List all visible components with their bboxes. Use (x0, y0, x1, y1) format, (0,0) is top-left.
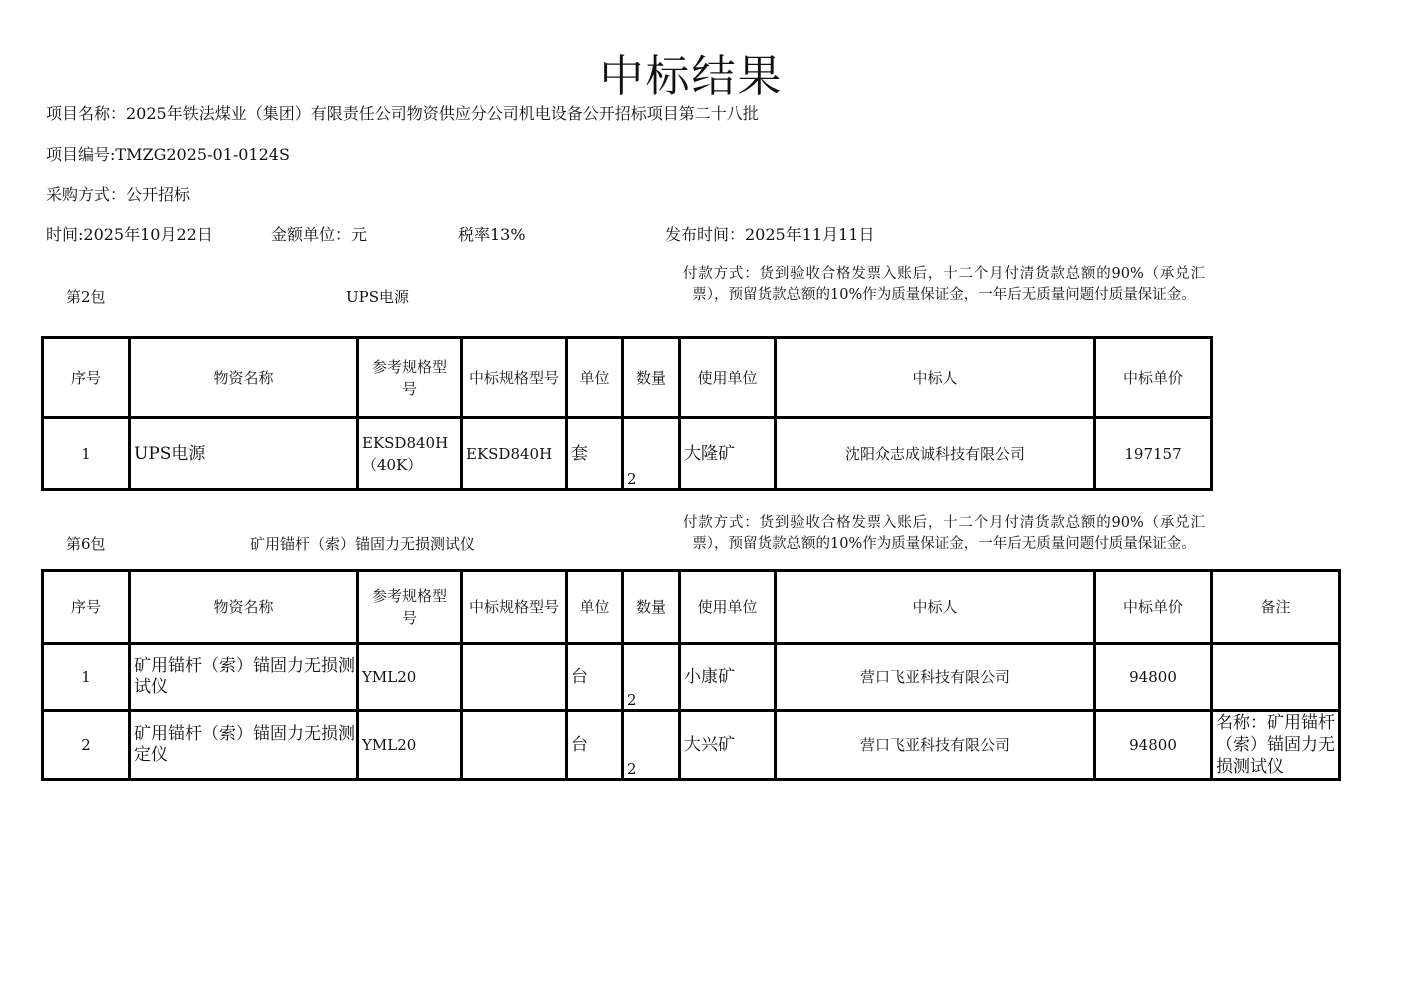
material-name: UPS电源 (130, 418, 358, 490)
unit-price: 197157 (1095, 418, 1212, 490)
header-cell: 中标人 (776, 338, 1095, 418)
package-label: 第6包 (66, 535, 106, 553)
table-header-row (43, 338, 1212, 418)
header-cell: 单位 (567, 338, 623, 418)
quantity: 2 (623, 418, 680, 490)
user-unit: 大兴矿 (680, 711, 776, 780)
header-cell: 中标单价 (1095, 338, 1212, 418)
row-number: 1 (43, 644, 130, 711)
winner: 沈阳众志成诚科技有限公司 (776, 418, 1095, 490)
header-cell: 参考规格型号 (358, 571, 462, 644)
project-name: 项目名称：2025年铁法煤业（集团）有限责任公司物资供应分公司机电设备公开招标项目第二十八批 (46, 104, 759, 123)
package-label: 第2包 (66, 288, 106, 306)
remark (1212, 644, 1340, 711)
date: 时间:2025年10月22日 (46, 225, 213, 244)
project-code: 项目编号:TMZG2025-01-0124S (46, 145, 290, 164)
package-name: UPS电源 (346, 288, 410, 306)
header-cell: 使用单位 (680, 571, 776, 644)
winner: 营口飞亚科技有限公司 (776, 644, 1095, 711)
currency-unit: 金额单位：元 (271, 225, 368, 244)
header-cell: 序号 (43, 338, 130, 418)
bid-spec: EKSD840H (462, 418, 567, 490)
material-name: 矿用锚杆（索）锚固力无损测试仪 (130, 644, 358, 711)
table-header-row (43, 571, 1340, 644)
header-cell: 物资名称 (130, 338, 358, 418)
table-row (43, 644, 1340, 711)
header-cell: 中标规格型号 (462, 571, 567, 644)
winner: 营口飞亚科技有限公司 (776, 711, 1095, 780)
ref-spec: EKSD840H（40K） (358, 418, 462, 490)
table-row (43, 418, 1212, 490)
header-cell: 参考规格型号 (358, 338, 462, 418)
package-table (41, 569, 1341, 781)
purchase-method: 采购方式：公开招标 (46, 185, 191, 204)
remark: 名称：矿用锚杆（索）锚固力无损测试仪 (1212, 711, 1340, 780)
header-cell: 物资名称 (130, 571, 358, 644)
unit-price: 94800 (1095, 644, 1212, 711)
header-cell: 数量 (623, 571, 680, 644)
header-cell: 中标规格型号 (462, 338, 567, 418)
package-table (41, 336, 1213, 491)
tax-rate: 税率13% (458, 225, 526, 244)
ref-spec: YML20 (358, 711, 462, 780)
bid-spec (462, 711, 567, 780)
header-cell: 数量 (623, 338, 680, 418)
table-row (43, 711, 1340, 780)
user-unit: 大隆矿 (680, 418, 776, 490)
unit: 套 (567, 418, 623, 490)
package-name: 矿用锚杆（索）锚固力无损测试仪 (250, 535, 476, 553)
payment-terms: 付款方式：货到验收合格发票入账后，十二个月付清货款总额的90%（承兑汇票），预留货款总额的10%作为质量保证金，一年后无质量问题付质量保证金。 (683, 266, 1205, 303)
page-title: 中标结果 (599, 51, 784, 102)
material-name: 矿用锚杆（索）锚固力无损测定仪 (130, 711, 358, 780)
publish-time: 发布时间：2025年11月11日 (665, 225, 875, 244)
quantity: 2 (623, 711, 680, 780)
bid-spec (462, 644, 567, 711)
user-unit: 小康矿 (680, 644, 776, 711)
header-cell: 中标单价 (1095, 571, 1212, 644)
header-cell: 序号 (43, 571, 130, 644)
header-cell: 中标人 (776, 571, 1095, 644)
ref-spec: YML20 (358, 644, 462, 711)
payment-terms: 付款方式：货到验收合格发票入账后，十二个月付清货款总额的90%（承兑汇票），预留货款总额的10%作为质量保证金，一年后无质量问题付质量保证金。 (683, 515, 1205, 552)
quantity: 2 (623, 644, 680, 711)
unit: 台 (567, 644, 623, 711)
unit: 台 (567, 711, 623, 780)
header-cell: 备注 (1212, 571, 1340, 644)
row-number: 2 (43, 711, 130, 780)
header-cell: 单位 (567, 571, 623, 644)
unit-price: 94800 (1095, 711, 1212, 780)
header-cell: 使用单位 (680, 338, 776, 418)
row-number: 1 (43, 418, 130, 490)
